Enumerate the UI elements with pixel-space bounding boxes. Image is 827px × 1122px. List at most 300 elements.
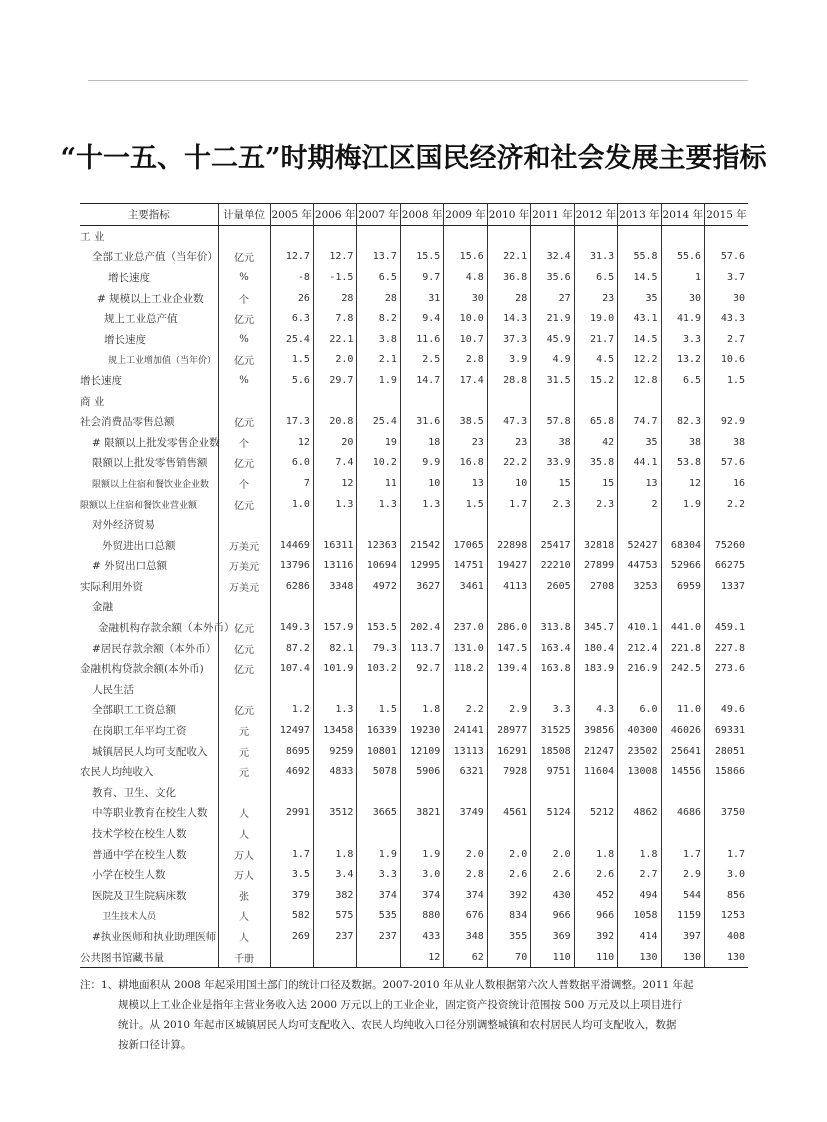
- value-cell: 55.6: [661, 247, 704, 268]
- indicator-label: 外贸进出口总额: [102, 539, 176, 552]
- value-cell: 12: [400, 947, 443, 968]
- indicator-label: 城镇居民人均可支配收入: [92, 745, 208, 758]
- value-cell: [618, 823, 661, 844]
- value-cell: [400, 226, 443, 247]
- value-cell: 2.3: [531, 494, 574, 515]
- value-cell: 52427: [618, 535, 661, 556]
- value-cell: 3.0: [705, 864, 748, 885]
- value-cell: [313, 226, 356, 247]
- value-cell: [357, 597, 400, 618]
- value-cell: 3.3: [357, 864, 400, 885]
- header-indicator: 主要指标: [80, 204, 218, 226]
- value-cell: 1.9: [400, 844, 443, 865]
- value-cell: [444, 514, 487, 535]
- value-cell: 17.3: [270, 411, 313, 432]
- value-cell: 3665: [357, 803, 400, 824]
- value-cell: 23: [574, 288, 617, 309]
- value-cell: [705, 679, 748, 700]
- unit-cell: [218, 391, 270, 412]
- value-cell: 5212: [574, 803, 617, 824]
- value-cell: 414: [618, 926, 661, 947]
- value-cell: 286.0: [487, 617, 530, 638]
- value-cell: 1337: [705, 576, 748, 597]
- value-cell: 75260: [705, 535, 748, 556]
- value-cell: [618, 679, 661, 700]
- value-cell: 11604: [574, 761, 617, 782]
- value-cell: 31.3: [574, 247, 617, 268]
- value-cell: [531, 597, 574, 618]
- value-cell: 397: [661, 926, 704, 947]
- value-cell: 44753: [618, 556, 661, 577]
- value-cell: 28977: [487, 720, 530, 741]
- indicator-label: 限额以上住宿和餐饮业企业数: [92, 479, 210, 490]
- value-cell: 118.2: [444, 658, 487, 679]
- table-row: [80, 535, 748, 556]
- value-cell: [444, 782, 487, 803]
- value-cell: 459.1: [705, 617, 748, 638]
- value-cell: 13: [444, 473, 487, 494]
- indicator-label: 普通中学在校生人数: [92, 848, 187, 861]
- value-cell: 1.5: [705, 370, 748, 391]
- value-cell: [618, 597, 661, 618]
- value-cell: [270, 226, 313, 247]
- value-cell: 6.5: [357, 267, 400, 288]
- value-cell: 31.5: [531, 370, 574, 391]
- unit-cell: 亿元: [218, 247, 270, 268]
- section-row: [80, 514, 748, 535]
- value-cell: [705, 226, 748, 247]
- value-cell: 345.7: [574, 617, 617, 638]
- value-cell: 2.9: [487, 700, 530, 721]
- value-cell: 392: [487, 885, 530, 906]
- page-title: “十一五、十二五”时期梅江区国民经济和社会发展主要指标: [60, 143, 767, 174]
- header-year: 2007 年: [357, 204, 400, 226]
- value-cell: 16: [705, 473, 748, 494]
- value-cell: 82.3: [661, 411, 704, 432]
- table-row: [80, 329, 748, 350]
- value-cell: 57.6: [705, 453, 748, 474]
- value-cell: [661, 226, 704, 247]
- value-cell: 19230: [400, 720, 443, 741]
- value-cell: 21247: [574, 741, 617, 762]
- value-cell: 2.9: [661, 864, 704, 885]
- value-cell: 1.5: [444, 494, 487, 515]
- value-cell: [400, 391, 443, 412]
- table-row: [80, 885, 748, 906]
- value-cell: 6.3: [270, 308, 313, 329]
- value-cell: 3.4: [313, 864, 356, 885]
- value-cell: 20: [313, 432, 356, 453]
- value-cell: 3.7: [705, 267, 748, 288]
- value-cell: 4833: [313, 761, 356, 782]
- table-row: [80, 844, 748, 865]
- value-cell: 5078: [357, 761, 400, 782]
- indicator-label: 公共图书馆藏书量: [80, 947, 218, 968]
- value-cell: 2.0: [313, 350, 356, 371]
- value-cell: 19: [357, 432, 400, 453]
- value-cell: 113.7: [400, 638, 443, 659]
- value-cell: 6321: [444, 761, 487, 782]
- value-cell: [531, 823, 574, 844]
- value-cell: 16291: [487, 741, 530, 762]
- value-cell: [357, 947, 400, 968]
- value-cell: 35: [618, 288, 661, 309]
- value-cell: [313, 391, 356, 412]
- value-cell: 18508: [531, 741, 574, 762]
- value-cell: 9.7: [400, 267, 443, 288]
- value-cell: 23: [444, 432, 487, 453]
- value-cell: 1.3: [357, 494, 400, 515]
- value-cell: [574, 391, 617, 412]
- value-cell: 4686: [661, 803, 704, 824]
- value-cell: 2.1: [357, 350, 400, 371]
- indicator-label: 规上工业总产值: [104, 313, 178, 326]
- value-cell: 2605: [531, 576, 574, 597]
- table-row: [80, 638, 748, 659]
- value-cell: [705, 823, 748, 844]
- value-cell: [618, 226, 661, 247]
- footnote-line: 规模以上工业企业是指年主营业务收入达 2000 万元以上的工业企业，固定资产投资统计范围按 500 万元及以上项目进行: [118, 999, 683, 1011]
- unit-cell: [218, 514, 270, 535]
- value-cell: 15.5: [400, 247, 443, 268]
- table-row: [80, 576, 748, 597]
- value-cell: 10694: [357, 556, 400, 577]
- value-cell: 3.3: [661, 329, 704, 350]
- footnote-line: 按新口径计算。: [118, 1039, 192, 1051]
- value-cell: 38: [661, 432, 704, 453]
- header-year: 2011 年: [531, 204, 574, 226]
- indicator-label: 医院及卫生院病床数: [92, 889, 187, 902]
- value-cell: 1.7: [487, 494, 530, 515]
- value-cell: 12.7: [313, 247, 356, 268]
- value-cell: 110: [574, 947, 617, 968]
- value-cell: 12109: [400, 741, 443, 762]
- value-cell: 92.7: [400, 658, 443, 679]
- value-cell: 26: [270, 288, 313, 309]
- value-cell: 1.9: [357, 370, 400, 391]
- unit-cell: 人: [218, 823, 270, 844]
- value-cell: 2708: [574, 576, 617, 597]
- indicator-label: 规上工业增加值（当年价）: [108, 356, 217, 367]
- header-unit: 计量单位: [218, 204, 270, 226]
- indicator-label: 金融: [92, 601, 113, 614]
- value-cell: 41.9: [661, 308, 704, 329]
- value-cell: 6286: [270, 576, 313, 597]
- value-cell: 12.2: [618, 350, 661, 371]
- header-year: 2015 年: [705, 204, 748, 226]
- table-header-row: [80, 204, 748, 226]
- value-cell: 441.0: [661, 617, 704, 638]
- table-row: [80, 432, 748, 453]
- value-cell: 13.2: [661, 350, 704, 371]
- value-cell: 14556: [661, 761, 704, 782]
- value-cell: 1.8: [313, 844, 356, 865]
- value-cell: 23502: [618, 741, 661, 762]
- value-cell: 79.3: [357, 638, 400, 659]
- value-cell: 4692: [270, 761, 313, 782]
- indicator-label: #居民存款余额（本外币）: [92, 642, 217, 655]
- value-cell: 1253: [705, 906, 748, 927]
- value-cell: [357, 391, 400, 412]
- table-row: [80, 906, 748, 927]
- value-cell: 153.5: [357, 617, 400, 638]
- value-cell: 28051: [705, 741, 748, 762]
- indicator-label: 增长速度: [108, 271, 150, 284]
- table-row: [80, 761, 748, 782]
- value-cell: 10: [487, 473, 530, 494]
- value-cell: 11.6: [400, 329, 443, 350]
- value-cell: 14.3: [487, 308, 530, 329]
- unit-cell: 亿元: [218, 494, 270, 515]
- value-cell: [661, 823, 704, 844]
- value-cell: 433: [400, 926, 443, 947]
- table-row: [80, 494, 748, 515]
- unit-cell: %: [218, 329, 270, 350]
- indicator-label: 限额以上批发零售销售额: [92, 457, 208, 470]
- value-cell: 2.3: [574, 494, 617, 515]
- value-cell: [487, 679, 530, 700]
- unit-cell: 亿元: [218, 638, 270, 659]
- value-cell: 3627: [400, 576, 443, 597]
- value-cell: 1159: [661, 906, 704, 927]
- value-cell: 44.1: [618, 453, 661, 474]
- value-cell: 374: [444, 885, 487, 906]
- value-cell: [357, 226, 400, 247]
- value-cell: 3253: [618, 576, 661, 597]
- value-cell: 14751: [444, 556, 487, 577]
- value-cell: 2.8: [444, 350, 487, 371]
- value-cell: [574, 679, 617, 700]
- unit-cell: 张: [218, 885, 270, 906]
- value-cell: 25641: [661, 741, 704, 762]
- value-cell: [357, 679, 400, 700]
- value-cell: [487, 823, 530, 844]
- value-cell: [270, 391, 313, 412]
- value-cell: 130: [618, 947, 661, 968]
- value-cell: 1.5: [270, 350, 313, 371]
- value-cell: 5.6: [270, 370, 313, 391]
- value-cell: [270, 782, 313, 803]
- value-cell: 4862: [618, 803, 661, 824]
- unit-cell: 元: [218, 741, 270, 762]
- unit-cell: 万人: [218, 844, 270, 865]
- value-cell: 3348: [313, 576, 356, 597]
- value-cell: 4113: [487, 576, 530, 597]
- value-cell: 12: [313, 473, 356, 494]
- value-cell: 216.9: [618, 658, 661, 679]
- value-cell: 2: [618, 494, 661, 515]
- value-cell: 149.3: [270, 617, 313, 638]
- value-cell: 2.7: [705, 329, 748, 350]
- value-cell: 9.4: [400, 308, 443, 329]
- value-cell: [444, 679, 487, 700]
- value-cell: 147.5: [487, 638, 530, 659]
- value-cell: [487, 226, 530, 247]
- value-cell: 1.5: [357, 700, 400, 721]
- value-cell: 6.0: [270, 453, 313, 474]
- table-row: [80, 288, 748, 309]
- indicator-label: 金融机构贷款余额(本外币): [80, 663, 204, 676]
- value-cell: 69331: [705, 720, 748, 741]
- value-cell: 38: [531, 432, 574, 453]
- value-cell: [270, 823, 313, 844]
- value-cell: [574, 597, 617, 618]
- value-cell: 2.2: [444, 700, 487, 721]
- indicator-label: 农民人均纯收入: [80, 766, 154, 779]
- unit-cell: 人: [218, 803, 270, 824]
- value-cell: 13113: [444, 741, 487, 762]
- value-cell: 3.8: [357, 329, 400, 350]
- value-cell: 1.3: [400, 494, 443, 515]
- value-cell: [487, 514, 530, 535]
- value-cell: 42: [574, 432, 617, 453]
- value-cell: 29.7: [313, 370, 356, 391]
- unit-cell: [218, 226, 270, 247]
- value-cell: [574, 823, 617, 844]
- value-cell: [705, 782, 748, 803]
- section-row: [80, 226, 748, 247]
- unit-cell: %: [218, 267, 270, 288]
- value-cell: 157.9: [313, 617, 356, 638]
- value-cell: 4.9: [531, 350, 574, 371]
- unit-cell: 个: [218, 473, 270, 494]
- value-cell: 40300: [618, 720, 661, 741]
- unit-cell: 亿元: [218, 308, 270, 329]
- indicator-label: 全部工业总产值（当年价）: [92, 251, 218, 264]
- indicator-label: 在岗职工年平均工资: [92, 725, 187, 738]
- unit-cell: 亿元: [218, 350, 270, 371]
- value-cell: 6959: [661, 576, 704, 597]
- value-cell: 22.1: [487, 247, 530, 268]
- value-cell: 35.8: [574, 453, 617, 474]
- value-cell: 35: [618, 432, 661, 453]
- value-cell: 14.5: [618, 329, 661, 350]
- value-cell: 92.9: [705, 411, 748, 432]
- value-cell: [487, 391, 530, 412]
- value-cell: 20.8: [313, 411, 356, 432]
- value-cell: 10801: [357, 741, 400, 762]
- value-cell: [661, 782, 704, 803]
- table-row: [80, 700, 748, 721]
- value-cell: [574, 226, 617, 247]
- value-cell: 37.3: [487, 329, 530, 350]
- unit-cell: 个: [218, 432, 270, 453]
- value-cell: 1.7: [270, 844, 313, 865]
- unit-cell: 人: [218, 906, 270, 927]
- unit-cell: 亿元: [218, 658, 270, 679]
- value-cell: 16339: [357, 720, 400, 741]
- value-cell: 15: [531, 473, 574, 494]
- value-cell: 1.3: [313, 494, 356, 515]
- header-rule: [88, 80, 748, 81]
- value-cell: 3512: [313, 803, 356, 824]
- value-cell: 269: [270, 926, 313, 947]
- value-cell: 21.9: [531, 308, 574, 329]
- value-cell: 966: [531, 906, 574, 927]
- value-cell: 31.6: [400, 411, 443, 432]
- value-cell: 32.4: [531, 247, 574, 268]
- value-cell: [357, 823, 400, 844]
- value-cell: 13008: [618, 761, 661, 782]
- value-cell: -1.5: [313, 267, 356, 288]
- value-cell: 1.7: [661, 844, 704, 865]
- value-cell: 237.0: [444, 617, 487, 638]
- value-cell: 13796: [270, 556, 313, 577]
- table-row: [80, 267, 748, 288]
- value-cell: 7.8: [313, 308, 356, 329]
- value-cell: 130: [661, 947, 704, 968]
- value-cell: 27: [531, 288, 574, 309]
- value-cell: 66275: [705, 556, 748, 577]
- value-cell: 1058: [618, 906, 661, 927]
- value-cell: 2.7: [618, 864, 661, 885]
- value-cell: 8695: [270, 741, 313, 762]
- value-cell: 2.6: [487, 864, 530, 885]
- value-cell: [313, 782, 356, 803]
- table-row: [80, 411, 748, 432]
- header-year: 2008 年: [400, 204, 443, 226]
- value-cell: 18: [400, 432, 443, 453]
- value-cell: 31525: [531, 720, 574, 741]
- table-row: [80, 947, 748, 968]
- indicator-label: 技术学校在校生人数: [92, 828, 187, 841]
- value-cell: 3.5: [270, 864, 313, 885]
- value-cell: 49.6: [705, 700, 748, 721]
- value-cell: 13: [618, 473, 661, 494]
- value-cell: 131.0: [444, 638, 487, 659]
- value-cell: 494: [618, 885, 661, 906]
- value-cell: 676: [444, 906, 487, 927]
- unit-cell: 元: [218, 720, 270, 741]
- indicator-label: 金融机构存款余额（本外币）: [98, 622, 235, 635]
- value-cell: 2.6: [574, 864, 617, 885]
- section-row: [80, 391, 748, 412]
- value-cell: -8: [270, 267, 313, 288]
- unit-cell: 亿元: [218, 617, 270, 638]
- unit-cell: 亿元: [218, 700, 270, 721]
- value-cell: [357, 514, 400, 535]
- table-row: [80, 350, 748, 371]
- value-cell: 13.7: [357, 247, 400, 268]
- value-cell: 30: [705, 288, 748, 309]
- value-cell: 369: [531, 926, 574, 947]
- value-cell: 28: [487, 288, 530, 309]
- table-body: [80, 226, 748, 968]
- unit-cell: 人: [218, 926, 270, 947]
- value-cell: 32818: [574, 535, 617, 556]
- value-cell: [313, 947, 356, 968]
- value-cell: 38: [705, 432, 748, 453]
- value-cell: 2.0: [531, 844, 574, 865]
- value-cell: 5124: [531, 803, 574, 824]
- table-row: [80, 308, 748, 329]
- value-cell: 46026: [661, 720, 704, 741]
- value-cell: 87.2: [270, 638, 313, 659]
- value-cell: 6.0: [618, 700, 661, 721]
- indicator-label: 增长速度: [104, 333, 146, 346]
- table-row: [80, 658, 748, 679]
- value-cell: 14.5: [618, 267, 661, 288]
- value-cell: 28: [313, 288, 356, 309]
- value-cell: [618, 514, 661, 535]
- value-cell: 35.6: [531, 267, 574, 288]
- value-cell: 65.8: [574, 411, 617, 432]
- value-cell: 30: [661, 288, 704, 309]
- table-row: [80, 803, 748, 824]
- value-cell: [357, 782, 400, 803]
- value-cell: [444, 226, 487, 247]
- value-cell: 130: [705, 947, 748, 968]
